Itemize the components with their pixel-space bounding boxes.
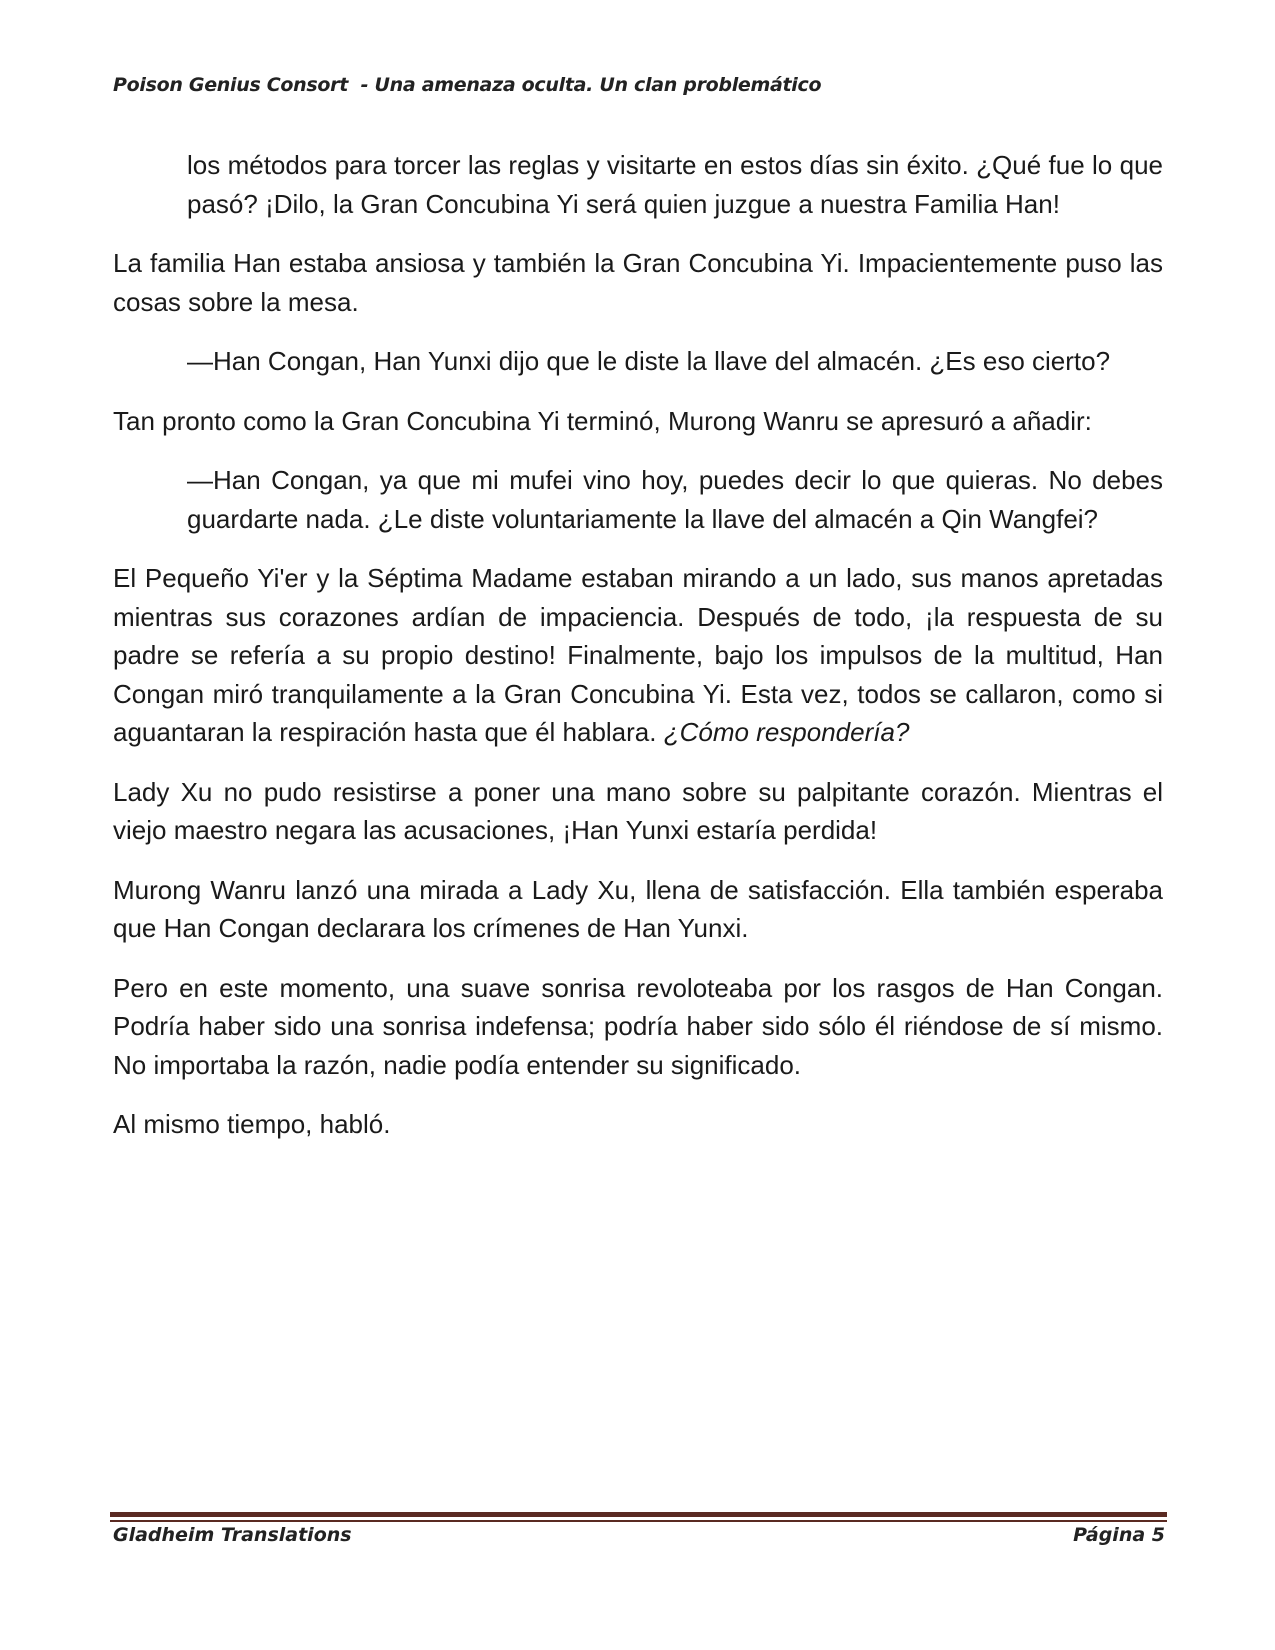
footer-divider: [110, 1512, 1167, 1522]
paragraph: [113, 773, 1163, 850]
paragraph-text: Pero en este momento, una suave sonrisa revoloteaba por los rasgos de Han Congan. Podría haber sido una sonrisa indefensa; podría haber sido sólo él riéndose de sí mismo. No importaba la razón, nadie podía entender su significado.: [113, 972, 1163, 1080]
paragraph-text: los métodos para torcer las reglas y visitarte en estos días sin éxito. ¿Qué fue lo que pasó? ¡Dilo, la Gran Concubina Yi será quien juzgue a nuestra Familia Han!: [187, 150, 1163, 219]
footer-publisher: Gladheim Translations: [113, 1524, 352, 1546]
paragraph-text: Tan pronto como la Gran Concubina Yi terminó, Murong Wanru se apresuró a añadir:: [113, 405, 1092, 436]
paragraph-dialogue: [187, 461, 1163, 538]
paragraph-text: La familia Han estaba ansiosa y también la Gran Concubina Yi. Impacientemente puso las cosas sobre la mesa.: [113, 248, 1163, 317]
paragraph: [113, 969, 1163, 1085]
paragraph: [113, 1105, 1163, 1144]
paragraph-text: Lady Xu no pudo resistirse a poner una mano sobre su palpitante corazón. Mientras el viejo maestro negara las acusaciones, ¡Han Yunxi estaría perdida!: [113, 776, 1163, 845]
paragraph-dialogue: [187, 146, 1163, 223]
page-header-title: Poison Genius Consort - Una amenaza oculta. Un clan problemático: [113, 74, 822, 96]
paragraph-text: Murong Wanru lanzó una mirada a Lady Xu, llena de satisfacción. Ella también esperaba que Han Congan declarara los crímenes de Han Yunxi.: [113, 874, 1163, 943]
footer-page-number: Página 5: [1073, 1524, 1165, 1546]
paragraph-text: —Han Congan, ya que mi mufei vino hoy, puedes decir lo que quieras. No debes guardarte nada. ¿Le diste voluntariamente la llave del almacén a Qin Wangfei?: [187, 465, 1163, 534]
paragraph-text: El Pequeño Yi'er y la Séptima Madame estaban mirando a un lado, sus manos apretadas mientras sus corazones ardían de impaciencia. Después de todo, ¡la respuesta de su padre se refería a su propio destino! Finalmente, bajo los impulsos de la multitud, Han Congan miró tranquilamente a la Gran Concubina Yi. Esta vez, todos se callaron, como si aguantaran la respiración hasta que él hablara.: [113, 563, 1163, 747]
document-body: [113, 146, 1163, 1165]
paragraph-text: Al mismo tiempo, habló.: [113, 1109, 391, 1139]
footer-divider-thin: [110, 1520, 1167, 1522]
paragraph: [113, 402, 1163, 441]
footer-divider-thick: [110, 1512, 1167, 1517]
paragraph: [113, 559, 1163, 752]
paragraph: [113, 871, 1163, 948]
paragraph-text: —Han Congan, Han Yunxi dijo que le diste la llave del almacén. ¿Es eso cierto?: [187, 346, 1111, 376]
paragraph-italic-text: ¿Cómo respondería?: [663, 717, 910, 747]
paragraph: [113, 244, 1163, 321]
paragraph-dialogue: [187, 342, 1163, 381]
